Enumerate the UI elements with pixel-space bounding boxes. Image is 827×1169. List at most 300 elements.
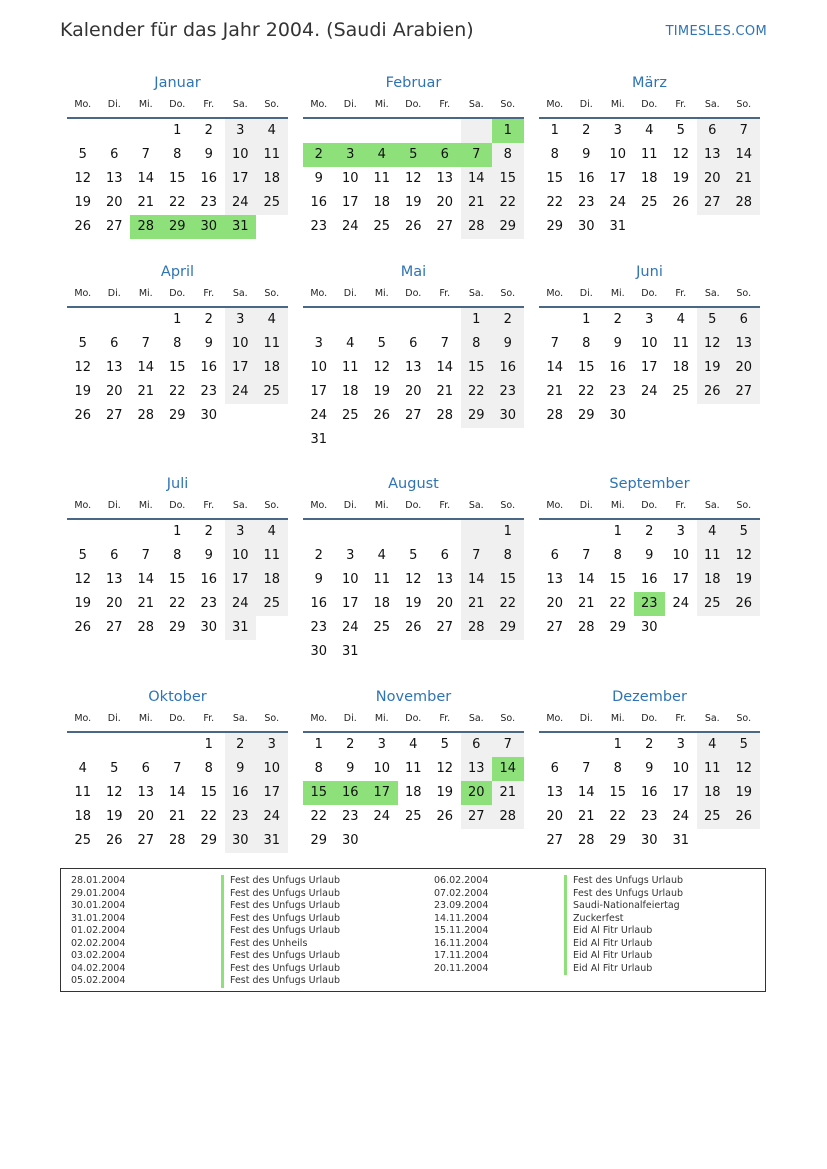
day-cell: 27 <box>697 191 729 215</box>
day-cell: 22 <box>609 809 627 824</box>
day-cell: 1 <box>550 123 559 138</box>
day-cell: 4 <box>78 761 87 776</box>
day-cell: 15 <box>546 171 564 186</box>
weekday-label: Mo. <box>546 500 564 511</box>
month-name: August <box>388 476 439 492</box>
day-cell: 14 <box>137 171 155 186</box>
day-cell: 18 <box>373 596 391 611</box>
legend-holiday-name: Fest des Unfugs Urlaub <box>221 875 340 888</box>
day-cell: 13 <box>137 785 155 800</box>
weekday-label: Do. <box>405 500 422 511</box>
day-cell: 2 <box>204 312 213 327</box>
weekday-label: Do. <box>405 288 422 299</box>
weekday-header <box>303 94 524 119</box>
day-cell: 4 <box>697 733 729 757</box>
day-cell: 18 <box>672 360 690 375</box>
day-cell: 6 <box>728 308 760 332</box>
day-cell: 5 <box>440 737 449 752</box>
day-cell: 14 <box>461 167 493 191</box>
day-cell: 19 <box>404 596 422 611</box>
day-cell: 3 <box>346 548 355 563</box>
empty-cell <box>366 308 398 332</box>
month-name: Juli <box>166 476 189 492</box>
day-cell: 24 <box>341 219 359 234</box>
day-cell: 28 <box>137 408 155 423</box>
day-cell: 9 <box>645 761 654 776</box>
legend-date: 04.02.2004 <box>71 962 126 974</box>
weekday-label: Di. <box>343 99 357 110</box>
day-cell: 18 <box>256 167 288 191</box>
day-cell: 3 <box>676 737 685 752</box>
legend-holiday-name: Fest des Unfugs Urlaub <box>221 963 340 976</box>
day-grid <box>303 308 524 452</box>
day-cell: 26 <box>697 380 729 404</box>
weekday-header <box>303 495 524 520</box>
day-cell: 19 <box>697 356 729 380</box>
day-cell: 17 <box>225 568 257 592</box>
empty-cell <box>697 829 729 853</box>
weekday-label: So. <box>500 99 516 110</box>
day-cell: 14 <box>577 572 595 587</box>
day-cell: 17 <box>341 195 359 210</box>
brand-link[interactable]: TIMESLES.COM <box>665 24 767 39</box>
weekday-label: Do. <box>641 713 658 724</box>
day-cell: 27 <box>137 833 155 848</box>
day-grid <box>303 520 524 664</box>
empty-cell <box>697 215 729 239</box>
day-cell: 26 <box>404 219 422 234</box>
legend-date: 14.11.2004 <box>434 912 489 924</box>
day-cell: 14 <box>137 572 155 587</box>
day-cell: 7 <box>461 544 493 568</box>
day-cell: 22 <box>461 380 493 404</box>
day-cell: 3 <box>225 119 257 143</box>
weekday-label: Do. <box>405 713 422 724</box>
weekday-label: Sa. <box>704 500 720 511</box>
day-cell: 25 <box>404 809 422 824</box>
month-block <box>67 686 288 853</box>
day-cell: 25 <box>256 592 288 616</box>
day-cell: 2 <box>613 312 622 327</box>
empty-cell <box>99 733 131 757</box>
day-cell: 23 <box>577 195 595 210</box>
legend-row <box>71 888 421 901</box>
legend-date: 28.01.2004 <box>71 875 126 886</box>
day-cell: 16 <box>225 781 257 805</box>
day-cell: 3 <box>645 312 654 327</box>
day-cell: 24 <box>640 384 658 399</box>
legend-row <box>71 963 421 976</box>
empty-cell <box>429 308 461 332</box>
day-grid <box>67 119 288 239</box>
day-cell: 7 <box>141 147 150 162</box>
weekday-header <box>303 708 524 733</box>
day-cell: 30 <box>310 644 328 659</box>
day-cell: 29 <box>461 404 493 428</box>
day-cell: 22 <box>168 384 186 399</box>
day-cell: 13 <box>461 757 493 781</box>
day-cell: 24 <box>256 805 288 829</box>
day-cell: 22 <box>310 809 328 824</box>
weekday-label: Sa. <box>232 713 248 724</box>
day-cell: 25 <box>256 380 288 404</box>
day-cell: 5 <box>728 520 760 544</box>
day-cell: 31 <box>672 833 690 848</box>
weekday-label: Di. <box>107 288 121 299</box>
day-cell: 29 <box>546 219 564 234</box>
day-cell: 2 <box>314 548 323 563</box>
empty-cell <box>571 520 603 544</box>
day-cell: 28 <box>492 805 524 829</box>
weekday-label: Sa. <box>704 99 720 110</box>
day-cell: 10 <box>225 332 257 356</box>
day-cell: 8 <box>173 548 182 563</box>
legend-holiday-name: Fest des Unfugs Urlaub <box>564 875 683 888</box>
empty-cell <box>162 733 194 757</box>
day-cell: 22 <box>168 195 186 210</box>
legend-holiday-name: Saudi-Nationalfeiertag <box>564 900 680 913</box>
empty-cell <box>366 640 398 664</box>
day-cell: 21 <box>492 781 524 805</box>
day-cell: 2 <box>225 733 257 757</box>
legend-row <box>71 925 421 938</box>
day-grid <box>539 119 760 239</box>
empty-cell <box>461 428 493 452</box>
month-name: Juni <box>636 264 663 280</box>
day-cell: 16 <box>577 171 595 186</box>
day-grid <box>303 119 524 239</box>
weekday-label: Mo. <box>546 99 564 110</box>
legend-date: 23.09.2004 <box>434 900 489 911</box>
weekday-label: So. <box>736 500 752 511</box>
day-cell: 7 <box>141 548 150 563</box>
day-cell: 25 <box>672 384 690 399</box>
day-cell: 29 <box>609 620 627 635</box>
day-cell: 7 <box>461 143 493 167</box>
day-cell: 11 <box>256 143 288 167</box>
weekday-label: Sa. <box>704 288 720 299</box>
empty-cell <box>398 520 430 544</box>
weekday-label: Mo. <box>74 288 92 299</box>
day-grid <box>67 733 288 853</box>
day-cell: 28 <box>130 215 162 239</box>
day-cell: 1 <box>173 123 182 138</box>
day-cell: 20 <box>436 596 454 611</box>
day-cell: 11 <box>640 147 658 162</box>
day-cell: 7 <box>141 336 150 351</box>
month-block <box>303 72 524 239</box>
day-cell: 27 <box>546 620 564 635</box>
day-cell: 23 <box>200 384 218 399</box>
legend-date: 16.11.2004 <box>434 937 489 949</box>
day-cell: 19 <box>74 195 92 210</box>
weekday-label: Sa. <box>468 99 484 110</box>
day-cell: 2 <box>645 524 654 539</box>
day-cell: 6 <box>429 143 461 167</box>
day-cell: 25 <box>697 592 729 616</box>
legend-holiday-name: Eid Al Fitr Urlaub <box>564 925 652 938</box>
weekday-label: Mo. <box>74 99 92 110</box>
day-cell: 8 <box>204 761 213 776</box>
day-cell: 5 <box>697 308 729 332</box>
day-cell: 6 <box>141 761 150 776</box>
empty-cell <box>67 308 99 332</box>
weekday-header <box>67 283 288 308</box>
legend-column-right <box>434 875 754 975</box>
day-cell: 14 <box>137 360 155 375</box>
day-cell: 8 <box>550 147 559 162</box>
day-cell: 4 <box>377 548 386 563</box>
empty-cell <box>429 520 461 544</box>
weekday-label: Mi. <box>374 288 389 299</box>
day-cell: 12 <box>436 761 454 776</box>
day-cell: 23 <box>609 384 627 399</box>
empty-cell <box>728 616 760 640</box>
page-title: Kalender für das Jahr 2004. (Saudi Arabien) <box>60 19 474 41</box>
day-cell: 20 <box>105 384 123 399</box>
day-cell: 12 <box>74 171 92 186</box>
day-cell: 9 <box>204 336 213 351</box>
empty-cell <box>256 215 288 239</box>
legend-row <box>71 938 421 951</box>
day-cell: 26 <box>74 408 92 423</box>
day-cell: 18 <box>74 809 92 824</box>
month-name: März <box>632 75 667 91</box>
empty-cell <box>366 520 398 544</box>
weekday-label: Mi. <box>610 500 625 511</box>
day-cell: 3 <box>377 737 386 752</box>
day-cell: 4 <box>346 336 355 351</box>
day-cell: 21 <box>436 384 454 399</box>
day-cell: 9 <box>582 147 591 162</box>
empty-cell <box>366 428 398 452</box>
day-cell: 29 <box>168 620 186 635</box>
legend-holiday-name: Fest des Unfugs Urlaub <box>221 900 340 913</box>
empty-cell <box>539 733 571 757</box>
weekday-label: Fr. <box>439 713 451 724</box>
day-cell: 14 <box>728 143 760 167</box>
day-cell: 15 <box>492 167 524 191</box>
day-cell: 17 <box>225 167 257 191</box>
weekday-header <box>539 94 760 119</box>
month-name: Mai <box>400 264 427 280</box>
day-cell: 6 <box>409 336 418 351</box>
weekday-header <box>67 495 288 520</box>
day-cell: 2 <box>346 737 355 752</box>
empty-cell <box>697 616 729 640</box>
day-cell: 8 <box>314 761 323 776</box>
day-cell: 27 <box>105 408 123 423</box>
day-cell: 16 <box>310 195 328 210</box>
day-cell: 26 <box>436 809 454 824</box>
day-cell: 10 <box>310 360 328 375</box>
day-cell: 15 <box>461 356 493 380</box>
weekday-label: Fr. <box>203 99 215 110</box>
empty-cell <box>429 640 461 664</box>
weekday-label: Di. <box>579 500 593 511</box>
day-cell: 29 <box>492 215 524 239</box>
weekday-label: Sa. <box>232 500 248 511</box>
day-cell: 16 <box>609 360 627 375</box>
day-cell: 21 <box>461 191 493 215</box>
day-cell: 7 <box>492 733 524 757</box>
empty-cell <box>665 404 697 428</box>
weekday-label: So. <box>264 500 280 511</box>
weekday-label: Sa. <box>704 713 720 724</box>
day-cell: 1 <box>173 524 182 539</box>
day-cell: 31 <box>225 215 257 239</box>
day-cell: 4 <box>645 123 654 138</box>
day-cell: 9 <box>346 761 355 776</box>
day-cell: 5 <box>78 548 87 563</box>
empty-cell <box>335 119 367 143</box>
day-cell: 31 <box>341 644 359 659</box>
month-block <box>67 72 288 239</box>
month-name: Februar <box>385 75 442 91</box>
weekday-label: So. <box>264 99 280 110</box>
legend-holiday-name: Fest des Unfugs Urlaub <box>221 975 340 988</box>
day-cell: 8 <box>173 336 182 351</box>
day-cell: 15 <box>168 171 186 186</box>
day-cell: 20 <box>697 167 729 191</box>
day-cell: 28 <box>436 408 454 423</box>
legend-date: 30.01.2004 <box>71 900 126 911</box>
day-cell: 18 <box>256 568 288 592</box>
empty-cell <box>571 733 603 757</box>
day-cell: 10 <box>341 171 359 186</box>
legend-holiday-name: Fest des Unfugs Urlaub <box>221 913 340 926</box>
legend-holiday-name: Fest des Unfugs Urlaub <box>564 888 683 901</box>
day-cell: 31 <box>609 219 627 234</box>
day-cell: 21 <box>728 167 760 191</box>
weekday-label: So. <box>500 288 516 299</box>
day-cell: 2 <box>204 123 213 138</box>
day-cell: 4 <box>697 520 729 544</box>
weekday-label: Sa. <box>468 288 484 299</box>
day-cell: 16 <box>335 781 367 805</box>
empty-cell <box>665 215 697 239</box>
weekday-label: Di. <box>343 288 357 299</box>
day-cell: 1 <box>613 524 622 539</box>
day-cell: 17 <box>640 360 658 375</box>
day-cell: 18 <box>341 384 359 399</box>
day-cell: 28 <box>137 620 155 635</box>
day-grid <box>539 308 760 428</box>
day-cell: 30 <box>341 833 359 848</box>
day-cell: 21 <box>577 809 595 824</box>
day-cell: 17 <box>225 356 257 380</box>
day-cell: 17 <box>310 384 328 399</box>
legend-date: 03.02.2004 <box>71 950 126 961</box>
day-cell: 11 <box>256 332 288 356</box>
day-cell: 11 <box>74 785 92 800</box>
day-cell: 28 <box>577 620 595 635</box>
day-cell: 12 <box>728 544 760 568</box>
weekday-label: So. <box>264 288 280 299</box>
day-cell: 17 <box>256 781 288 805</box>
empty-cell <box>429 119 461 143</box>
day-cell: 19 <box>436 785 454 800</box>
day-cell: 14 <box>436 360 454 375</box>
empty-cell <box>461 640 493 664</box>
day-cell: 23 <box>492 380 524 404</box>
empty-cell <box>99 520 131 544</box>
empty-cell <box>429 428 461 452</box>
day-cell: 9 <box>645 548 654 563</box>
day-cell: 13 <box>105 360 123 375</box>
empty-cell <box>398 428 430 452</box>
day-cell: 31 <box>256 829 288 853</box>
day-cell: 17 <box>366 781 398 805</box>
day-cell: 11 <box>256 544 288 568</box>
legend-holiday-name: Eid Al Fitr Urlaub <box>564 938 652 951</box>
weekday-label: Fr. <box>675 713 687 724</box>
legend-row <box>71 950 421 963</box>
weekday-label: So. <box>736 99 752 110</box>
day-cell: 20 <box>105 195 123 210</box>
day-cell: 30 <box>193 215 225 239</box>
day-cell: 31 <box>310 432 328 447</box>
day-cell: 11 <box>373 171 391 186</box>
weekday-label: Mo. <box>546 713 564 724</box>
legend-date: 15.11.2004 <box>434 925 489 936</box>
legend-date: 20.11.2004 <box>434 962 489 974</box>
weekday-label: Do. <box>641 99 658 110</box>
weekday-label: Di. <box>343 500 357 511</box>
day-cell: 5 <box>377 336 386 351</box>
month-name: September <box>609 476 690 492</box>
day-cell: 20 <box>728 356 760 380</box>
day-cell: 5 <box>78 336 87 351</box>
day-cell: 22 <box>168 596 186 611</box>
day-cell: 20 <box>404 384 422 399</box>
day-cell: 7 <box>440 336 449 351</box>
day-cell: 10 <box>609 147 627 162</box>
empty-cell <box>303 119 335 143</box>
day-grid <box>303 733 524 853</box>
day-cell: 25 <box>373 620 391 635</box>
empty-cell <box>130 733 162 757</box>
day-cell: 14 <box>168 785 186 800</box>
day-cell: 26 <box>74 219 92 234</box>
day-cell: 23 <box>310 219 328 234</box>
day-cell: 11 <box>341 360 359 375</box>
day-cell: 1 <box>461 308 493 332</box>
day-cell: 18 <box>373 195 391 210</box>
day-cell: 8 <box>492 544 524 568</box>
day-cell: 23 <box>634 592 666 616</box>
weekday-label: Fr. <box>203 288 215 299</box>
legend-date: 29.01.2004 <box>71 887 126 899</box>
day-cell: 3 <box>335 143 367 167</box>
day-cell: 11 <box>697 757 729 781</box>
day-cell: 29 <box>492 616 524 640</box>
day-cell: 27 <box>546 833 564 848</box>
legend-date: 31.01.2004 <box>71 912 126 924</box>
day-cell: 4 <box>256 520 288 544</box>
day-cell: 14 <box>546 360 564 375</box>
month-block <box>539 72 760 239</box>
day-cell: 13 <box>728 332 760 356</box>
day-cell: 2 <box>645 737 654 752</box>
day-cell: 9 <box>204 548 213 563</box>
day-cell: 4 <box>409 737 418 752</box>
legend-row <box>71 900 421 913</box>
weekday-label: Mo. <box>310 288 328 299</box>
empty-cell <box>461 520 493 544</box>
day-cell: 25 <box>341 408 359 423</box>
day-cell: 20 <box>546 596 564 611</box>
